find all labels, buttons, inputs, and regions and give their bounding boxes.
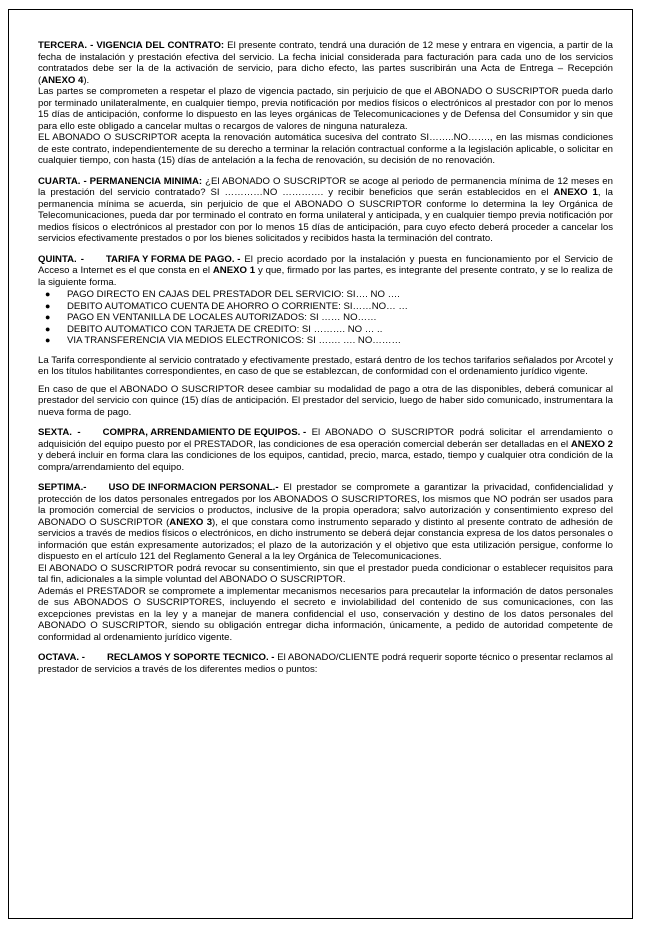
- sexta-heading-number: SEXTA. -: [38, 427, 81, 438]
- quinta-heading-number: QUINTA. -: [38, 253, 84, 265]
- anexo-2-reference: ANEXO 2: [570, 438, 613, 450]
- tercera-paragraph-1: [38, 40, 613, 86]
- payment-option: [38, 312, 613, 324]
- septima-heading-title: USO DE INFORMACION PERSONAL.-: [108, 482, 279, 493]
- octava-heading-title: RECLAMOS Y SOPORTE TECNICO. -: [106, 652, 275, 663]
- bullet-icon: ●: [45, 312, 51, 322]
- sexta-text-end: y deberá incluir en forma clara las condiciones de los equipos, cantidad, precio, marca, estado, tiempo y cualquier otra condición de la compra/arrendamiento del equipo.: [38, 450, 613, 473]
- cuarta-paragraph-1: [38, 176, 613, 245]
- section-sexta: [38, 427, 613, 473]
- tercera-paragraph-2: Las partes se comprometen a respetar el plazo de vigencia pactado, sin perjuicio de que el ABONADO O SUSCRIPTOR pueda darlo por terminado unilateralmente, en cualquier tiempo, previa notificación por medios físicos o electrónicos al prestador con por lo menos 15 días de anticipación, conforme lo dispuesto en las leyes orgánicas de Telecomunicaciones y de Defensa del Consumidor y sin que para ello este obligado a cancelar multas o recargos de valores de ninguna naturaleza.: [38, 86, 613, 132]
- septima-paragraph-3: Además el PRESTADOR se compromete a implementar mecanismos necesarios para precautelar la información de datos personales de sus ABONADOS O SUSCRIPTORES, incluyendo el secreto e inviolabilidad del contenido de sus comunicaciones, con las excepciones previstas en la ley y a manejar de manera confidencial el uso, conservación y destino de los datos personales del ABONADO O SUSCRIPTOR, siendo su obligación entregar dicha información, únicamente, a pedido de autoridad competente de conformidad al ordenamiento jurídico vigente.: [38, 585, 613, 643]
- quinta-text-end: y que, firmado por las partes, es integrante del presente contrato, y se lo realiza de la siguiente forma.: [38, 265, 613, 288]
- tercera-text-end: ).: [83, 74, 90, 86]
- bullet-icon: ●: [45, 323, 51, 334]
- document-page: [8, 9, 633, 919]
- payment-option-label: DEBITO AUTOMATICO CON TARJETA DE CREDITO: SI ………. NO … ..: [67, 323, 383, 335]
- anexo-4-reference: ANEXO 4: [41, 74, 84, 86]
- payment-option: [38, 289, 613, 301]
- payment-option: [38, 324, 613, 336]
- octava-heading-number: OCTAVA. -: [38, 652, 85, 663]
- section-tercera: [38, 40, 613, 167]
- tercera-paragraph-3: EL ABONADO O SUSCRIPTOR acepta la renovación automática sucesiva del contrato SI……..NO……., en las mismas condiciones de este contrato, independientemente de su derecho a terminar la relación contractual conforme a la legislación aplicable, o solicitar en cualquier tiempo, con hasta (15) días de antelación a la fecha de renovación, su decisión de no renovación.: [38, 132, 613, 166]
- anexo-1-reference: ANEXO 1: [212, 265, 256, 276]
- septima-paragraph-2: El ABONADO O SUSCRIPTOR podrá revocar su consentimiento, sin que el prestador pueda condicionar o establecer requisitos para tal fin, adicionales a la simple voluntad del ABONADO O SUSCRIPTOR.: [38, 562, 613, 585]
- septima-text-end: ), el que constara como instrumento separado y distinto al presente contrato de adhesión de servicios a través de medios físicos o electrónicos, en dicho instrumento se deberá dejar constancia expresa de los datos personales o información que están expresamente autorizados; el plazo de la autorización y el objetivo que esta utilización persigue, conforme lo dispuesto en el artículo 121 del Reglamento General a la ley Orgánica de Telecomunicaciones.: [38, 516, 613, 562]
- sexta-paragraph-1: [38, 427, 613, 473]
- bullet-icon: ●: [45, 300, 51, 311]
- bullet-icon: ●: [45, 289, 51, 299]
- payment-option-label: PAGO DIRECTO EN CAJAS DEL PRESTADOR DEL SERVICIO: SI…. NO ….: [67, 289, 400, 300]
- section-octava: [38, 652, 613, 675]
- octava-text: El ABONADO/CLIENTE podrá requerir soporte técnico o presentar reclamos al prestador de servicios a través de los diferentes medios o puntos:: [38, 652, 613, 675]
- cuarta-heading: CUARTA. - PERMANENCIA MINIMA:: [38, 175, 203, 187]
- quinta-text: El precio acordado por la instalación y puesta en funcionamiento por el Servicio de Acceso a Internet es el que consta en el: [38, 253, 613, 276]
- quinta-heading-title: TARIFA Y FORMA DE PAGO. -: [105, 253, 241, 265]
- quinta-paragraph-3: En caso de que el ABONADO O SUSCRIPTOR desee cambiar su modalidad de pago a otra de las disponibles, deberá comunicar al prestador del servicio con quince (15) días de anticipación. El prestador del servicio, luego de haber sido comunicado, instrumentara la nueva forma de pago.: [38, 383, 613, 418]
- payment-option: [38, 301, 613, 313]
- contract-body: [38, 40, 613, 684]
- anexo-3-reference: ANEXO 3: [169, 516, 213, 528]
- section-septima: [38, 482, 613, 643]
- cuarta-text-end: , la permanencia mínima se acuerda, sin perjuicio de que el ABONADO O SUSCRIPTOR conforme lo determina la ley Orgánica de Telecomunicaciones, pueda dar por terminado el contrato en forma unilateral y anticipada, y en cualquier tiempo previa notificación por medios físicos o electrónicos al prestador con por lo menos 15 días de anticipación, para cuyo efecto deberá proceder a cancelar los servicios efectivamente prestados o por los bienes solicitados y recibidos hasta la terminación del contrato.: [38, 187, 613, 244]
- payment-option: [38, 335, 613, 347]
- tercera-heading: TERCERA. - VIGENCIA DEL CONTRATO:: [38, 40, 225, 51]
- bullet-icon: ●: [45, 335, 51, 345]
- anexo-1-reference: ANEXO 1: [553, 187, 598, 198]
- quinta-paragraph-2: La Tarifa correspondiente al servicio contratado y efectivamente prestado, estará dentro de los techos tarifarios señalados por Arcotel y en los títulos habilitantes correspondientes, en caso de que se establezcan, de conformidad con el ordenamiento jurídico vigente.: [38, 354, 613, 377]
- septima-heading-number: SEPTIMA.-: [38, 482, 87, 493]
- payment-option-label: VIA TRANSFERENCIA VIA MEDIOS ELECTRONICOS: SI ……. …. NO………: [67, 335, 402, 346]
- payment-option-label: DEBITO AUTOMATICO CUENTA DE AHORRO O CORRIENTE: SI……NO… …: [67, 300, 408, 312]
- septima-text: El prestador se compromete a garantizar la privacidad, confidencialidad y protección de los datos personales entregados por los ABONADOS O SUSCRIPTORES, los mismos que NO podrán ser usados para la promoción comercial de servicios o productos, inclusive de la propia operadora; salvo autorización y consentimiento expreso del ABONADO O SUSCRIPTOR (: [38, 482, 613, 528]
- sexta-heading-title: COMPRA, ARRENDAMIENTO DE EQUIPOS. -: [102, 427, 307, 438]
- sexta-text: El ABONADO O SUSCRIPTOR podrá solicitar el arrendamiento o adquisición del equipo puesto por el PRESTADOR, las condiciones de esa operación comercial deberán ser detalladas en el: [38, 427, 613, 450]
- payment-options-list: [38, 289, 613, 347]
- tercera-text: El presente contrato, tendrá una duración de 12 mese y entrara en vigencia, a partir de la fecha de instalación y prestación efectiva del servicio. La fecha inicial considerada para facturación para cada uno de los servicios contratados debe ser la de la activación de servicio, para dicho efecto, las partes suscribirán una Acta de Entrega – Recepción (: [38, 40, 613, 86]
- section-cuarta: [38, 176, 613, 245]
- quinta-paragraph-1: [38, 254, 613, 289]
- section-quinta: [38, 254, 613, 419]
- septima-paragraph-1: [38, 482, 613, 563]
- cuarta-text: ¿El ABONADO O SUSCRIPTOR se acoge al periodo de permanencia mínima de 12 meses en la prestación del servicio contratado? SI …………NO …………. y recibir beneficios que serán establecidos en el: [38, 175, 613, 198]
- payment-option-label: PAGO EN VENTANILLA DE LOCALES AUTORIZADOS: SI …… NO……: [67, 312, 377, 323]
- octava-paragraph-1: [38, 652, 613, 675]
